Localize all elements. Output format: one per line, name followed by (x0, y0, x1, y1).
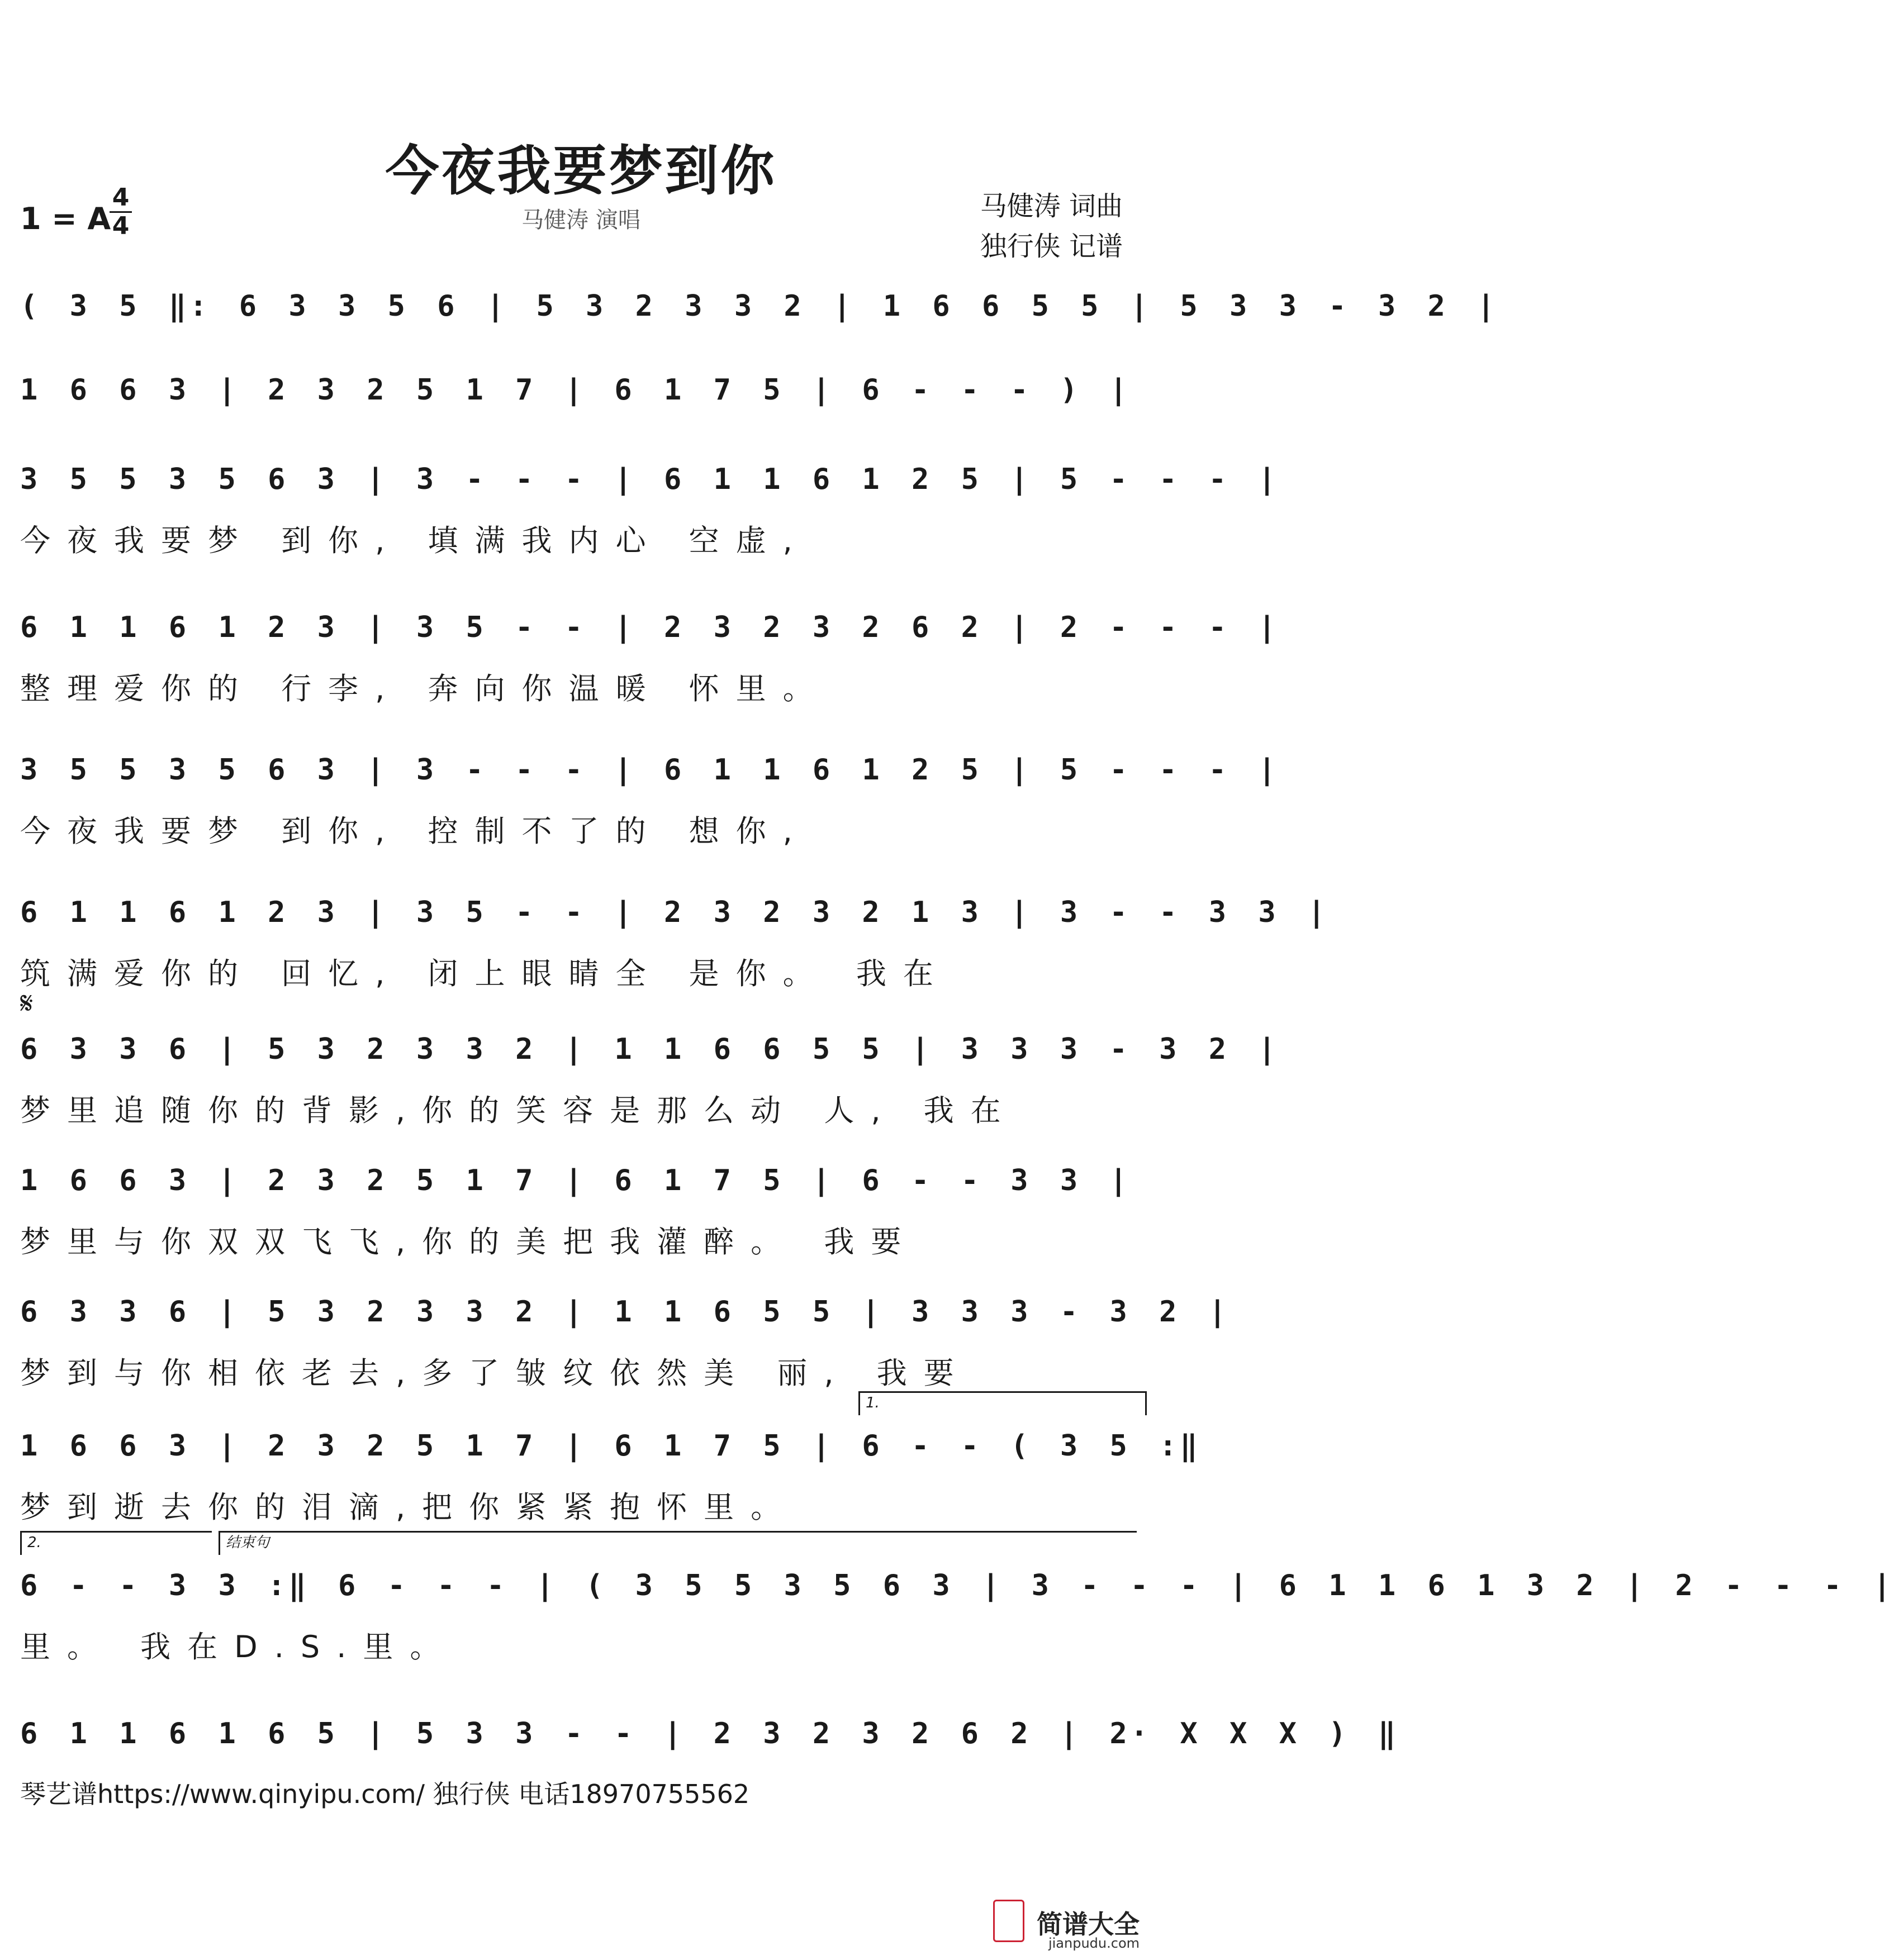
time-signature-bottom: 4 (112, 212, 130, 240)
notation-line: 6 1 1 6 1 2 3 | 3 5 - - | 2 3 2 3 2 1 3 | 3 - - 3 3 | (20, 896, 1329, 929)
notation-line: 6 1 1 6 1 2 3 | 3 5 - - | 2 3 2 3 2 6 2 | 2 - - - | (20, 611, 1279, 644)
lyric-line: 梦到逝去你的泪滴,把你紧紧抱怀里。 (20, 1490, 798, 1525)
lyric-line: 今夜我要梦 到你, 控制不了的 想你, (20, 814, 809, 849)
lyricist-composer-credit: 马健涛 词曲 (980, 191, 1123, 222)
lyric-line: 今夜我要梦 到你, 填满我内心 空虚, (20, 523, 809, 558)
ending-section-bracket: 结束句 (219, 1531, 1137, 1555)
time-signature-top: 4 (112, 183, 130, 212)
lyric-line: 梦里与你双双飞飞,你的美把我灌醉。 我要 (20, 1224, 918, 1259)
segno-sign: 𝄋 (20, 986, 34, 1021)
second-ending-bracket: 2. (20, 1531, 212, 1555)
first-ending-bracket: 1. (858, 1391, 1147, 1415)
lyric-line: 梦里追随你的背影,你的笑容是那么动 人, 我在 (20, 1093, 1018, 1128)
footer-contact: 琴艺谱https://www.qinyipu.com/ 独行侠 电话18970755562 (20, 1779, 750, 1809)
watermark-logo-url: jianpudu.com (1048, 1935, 1140, 1951)
lyric-line: 梦到与你相依老去,多了皱纹依然美 丽, 我要 (20, 1355, 971, 1391)
transcriber-credit: 独行侠 记谱 (980, 231, 1123, 262)
notation-line: 6 3 3 6 | 5 3 2 3 3 2 | 1 1 6 6 5 5 | 3 3 3 - 3 2 | (20, 1033, 1279, 1066)
notation-line: 1 6 6 3 | 2 3 2 5 1 7 | 6 1 7 5 | 6 - - - ) | (20, 373, 1131, 407)
key-signature: 1 = A (20, 201, 111, 236)
logo-icon (993, 1900, 1024, 1942)
lyric-line: 筑满爱你的 回忆, 闭上眼睛全 是你。 我在 (20, 956, 950, 991)
time-signature (110, 185, 132, 239)
lyric-line: 整理爱你的 行李, 奔向你温暖 怀里。 (20, 671, 830, 706)
notation-line: 1 6 6 3 | 2 3 2 5 1 7 | 6 1 7 5 | 6 - - 3 3 | (20, 1164, 1131, 1197)
song-title: 今夜我要梦到你 (385, 139, 777, 202)
notation-line: 6 - - 3 3 :‖ 6 - - - | ( 3 5 5 3 5 6 3 | 3 - - - | 6 1 1 6 1 3 2 | 2 - - - | (20, 1569, 1894, 1602)
notation-line: 6 3 3 6 | 5 3 2 3 3 2 | 1 1 6 5 5 | 3 3 3 - 3 2 | (20, 1295, 1230, 1329)
notation-line: ( 3 5 ‖: 6 3 3 5 6 | 5 3 2 3 3 2 | 1 6 6 5 5 | 5 3 3 - 3 2 | (20, 289, 1498, 323)
singer-credit: 马健涛 演唱 (521, 207, 640, 233)
notation-line: 6 1 1 6 1 6 5 | 5 3 3 - - | 2 3 2 3 2 6 2 | 2· X X X ) ‖ (20, 1717, 1399, 1750)
lyric-line: 里。 我在D.S.里。 (20, 1629, 457, 1664)
notation-line: 1 6 6 3 | 2 3 2 5 1 7 | 6 1 7 5 | 6 - - ( 3 5 :‖ (20, 1429, 1201, 1463)
watermark-logo-name: 简谱大全 (1037, 1909, 1140, 1939)
notation-line: 3 5 5 3 5 6 3 | 3 - - - | 6 1 1 6 1 2 5 | 5 - - - | (20, 753, 1279, 787)
notation-line: 3 5 5 3 5 6 3 | 3 - - - | 6 1 1 6 1 2 5 | 5 - - - | (20, 463, 1279, 496)
